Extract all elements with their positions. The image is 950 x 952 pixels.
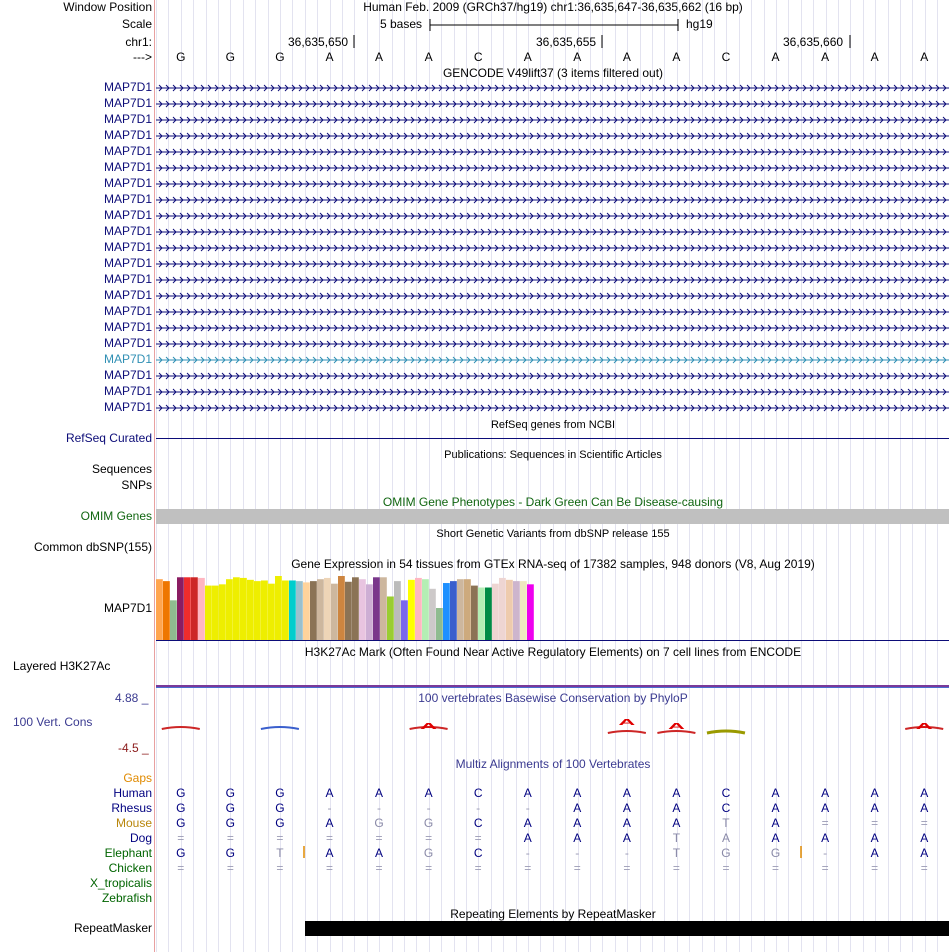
multiz-base: C — [721, 801, 731, 815]
multiz-base: = — [920, 816, 928, 830]
gtex-tissue-bar[interactable] — [380, 577, 387, 640]
gencode-transcript-label[interactable]: MAP7D1 — [103, 240, 152, 254]
multiz-base: A — [375, 846, 384, 860]
multiz-base: A — [821, 786, 830, 800]
multiz-base: A — [870, 846, 879, 860]
phylop-track-label[interactable]: 100 Vert. Cons — [13, 715, 93, 729]
base-letter: A — [672, 50, 681, 64]
gtex-tissue-bar[interactable] — [317, 579, 324, 640]
multiz-base: G — [225, 816, 236, 830]
gtex-tissue-bar[interactable] — [331, 584, 338, 640]
multiz-base: A — [622, 831, 631, 845]
multiz-base: = — [672, 861, 680, 875]
multiz-base: A — [573, 831, 582, 845]
multiz-base: - — [327, 801, 332, 815]
gtex-tissue-bar[interactable] — [240, 578, 247, 640]
base-letter: G — [176, 50, 186, 64]
gencode-transcript[interactable] — [156, 304, 949, 320]
multiz-base: = — [425, 861, 433, 875]
gtex-tissue-bar[interactable] — [527, 584, 534, 640]
gencode-transcript[interactable] — [156, 112, 949, 128]
phylop-base-glyph: A — [915, 721, 933, 731]
gencode-transcript-label[interactable]: MAP7D1 — [103, 80, 152, 94]
gtex-tissue-bar[interactable] — [254, 581, 261, 640]
omim-track-title[interactable]: OMIM Gene Phenotypes - Dark Green Can Be Disease-causing — [382, 495, 724, 509]
multiz-base: A — [622, 816, 631, 830]
gtex-tissue-bar[interactable] — [359, 579, 366, 640]
multiz-base: = — [276, 831, 284, 845]
gencode-transcript[interactable] — [156, 224, 949, 240]
scale-label: Scale — [121, 17, 152, 31]
phylop-score-glyph — [162, 727, 200, 729]
ruler-tick-label: 36,635,660 — [783, 35, 844, 49]
multiz-species-label[interactable]: Mouse — [115, 816, 152, 830]
multiz-base: G — [275, 786, 285, 800]
base-letter: C — [721, 50, 731, 64]
gencode-transcript[interactable] — [156, 384, 949, 400]
dbsnp-track-title[interactable]: Short Genetic Variants from dbSNP release 155 — [436, 528, 670, 540]
gtex-tissue-bar[interactable] — [310, 581, 317, 640]
multiz-base: T — [672, 846, 681, 860]
h3k27ac-signal-layer — [156, 687, 949, 688]
scale-bar — [428, 17, 680, 33]
multiz-base: A — [920, 831, 929, 845]
gencode-transcript-label[interactable]: MAP7D1 — [103, 112, 152, 126]
multiz-base: A — [771, 801, 780, 815]
multiz-base: - — [525, 801, 530, 815]
multiz-base: G — [275, 816, 285, 830]
phylop-base-glyph: A — [420, 721, 438, 731]
multiz-base: = — [524, 861, 532, 875]
repeatmasker-track-label[interactable]: RepeatMasker — [73, 921, 152, 935]
gencode-transcript[interactable] — [156, 240, 949, 256]
chrom-label: chr1: — [125, 35, 152, 49]
gtex-tissue-bar[interactable] — [233, 577, 240, 640]
gencode-transcript-label[interactable]: MAP7D1 — [103, 352, 152, 366]
snps-track-label[interactable]: SNPs — [121, 478, 152, 492]
gencode-transcript[interactable] — [156, 272, 949, 288]
gtex-tissue-bar[interactable] — [289, 580, 296, 640]
multiz-base: C — [473, 786, 483, 800]
multiz-base: A — [325, 816, 334, 830]
gtex-tissue-bar[interactable] — [401, 600, 408, 640]
multiz-base: G — [275, 801, 285, 815]
base-letter: A — [771, 50, 780, 64]
multiz-base: - — [426, 801, 431, 815]
strand-label: ---> — [133, 50, 152, 64]
multiz-base: A — [622, 786, 631, 800]
gencode-transcript-label[interactable]: MAP7D1 — [103, 272, 152, 286]
phylop-score-glyph — [657, 731, 695, 733]
gtex-tissue-bar[interactable] — [170, 600, 177, 640]
gencode-transcript[interactable] — [156, 160, 949, 176]
gtex-tissue-bar[interactable] — [513, 581, 520, 640]
multiz-base: G — [176, 846, 186, 860]
multiz-base: = — [474, 831, 482, 845]
multiz-base: A — [523, 786, 532, 800]
multiz-base: A — [325, 786, 334, 800]
gtex-tissue-bar[interactable] — [324, 578, 331, 640]
multiz-base: - — [624, 846, 629, 860]
multiz-base: A — [870, 801, 879, 815]
omim-track-label[interactable]: OMIM Genes — [80, 509, 152, 523]
publications-track-label[interactable]: Sequences — [91, 462, 152, 476]
gtex-expression-bars[interactable] — [156, 574, 950, 642]
multiz-base: = — [325, 831, 333, 845]
gencode-transcript-label[interactable]: MAP7D1 — [103, 256, 152, 270]
multiz-base: G — [423, 816, 434, 830]
gtex-tissue-bar[interactable] — [387, 596, 394, 640]
gtex-tissue-bar[interactable] — [268, 584, 275, 640]
multiz-base: G — [423, 846, 434, 860]
multiz-base: A — [622, 801, 631, 815]
gencode-transcript-label[interactable]: MAP7D1 — [103, 304, 152, 318]
multiz-base: A — [920, 786, 929, 800]
gencode-transcript-label[interactable]: MAP7D1 — [103, 176, 152, 190]
gtex-tissue-bar[interactable] — [163, 581, 170, 640]
multiz-base: T — [276, 846, 284, 860]
gtex-tissue-bar[interactable] — [205, 586, 212, 640]
gencode-track-title[interactable]: GENCODE V49lift37 (3 items filtered out) — [442, 66, 664, 80]
multiz-base: A — [721, 831, 730, 845]
gtex-tissue-bar[interactable] — [247, 580, 254, 640]
multiz-species-label[interactable]: Dog — [129, 831, 152, 845]
multiz-insertion-markers — [156, 845, 950, 859]
multiz-base: = — [177, 831, 185, 845]
multiz-base: G — [225, 846, 236, 860]
gtex-tissue-bar[interactable] — [338, 576, 345, 640]
gencode-transcript-label[interactable]: MAP7D1 — [103, 368, 152, 382]
gtex-tissue-bar[interactable] — [177, 577, 184, 640]
gtex-tissue-bar[interactable] — [422, 579, 429, 640]
multiz-base: = — [226, 831, 234, 845]
repeatmasker-track-title[interactable]: Repeating Elements by RepeatMasker — [450, 907, 656, 921]
gtex-tissue-bar[interactable] — [184, 577, 191, 640]
multiz-base: A — [573, 801, 582, 815]
base-letter: A — [821, 50, 830, 64]
gtex-tissue-bar[interactable] — [492, 584, 499, 640]
omim-gene-bar[interactable] — [156, 509, 949, 524]
phylop-base-glyph: A — [667, 721, 685, 731]
gencode-transcript-label[interactable]: MAP7D1 — [103, 336, 152, 350]
gencode-transcript[interactable] — [156, 144, 949, 160]
multiz-base: A — [821, 801, 830, 815]
refseq-track-title[interactable]: RefSeq genes from NCBI — [490, 419, 616, 431]
gtex-tissue-bar[interactable] — [352, 577, 359, 640]
multiz-base: = — [325, 861, 333, 875]
gencode-transcript[interactable] — [156, 336, 949, 352]
gtex-tissue-bar[interactable] — [520, 581, 527, 640]
multiz-base: C — [721, 786, 731, 800]
gtex-tissue-bar[interactable] — [429, 589, 436, 640]
multiz-base: = — [276, 861, 284, 875]
multiz-base: = — [821, 861, 829, 875]
multiz-species-label[interactable]: Zebrafish — [101, 891, 152, 905]
gtex-tissue-bar[interactable] — [506, 580, 513, 640]
multiz-base: A — [771, 816, 780, 830]
multiz-base: G — [225, 786, 236, 800]
gtex-tissue-bar[interactable] — [464, 579, 471, 640]
phylop-score-glyph — [261, 727, 299, 729]
base-letter: C — [473, 50, 483, 64]
base-letter: A — [523, 50, 532, 64]
gtex-tissue-bar[interactable] — [296, 581, 303, 640]
multiz-species-label[interactable]: X_tropicalis — [89, 876, 152, 890]
gtex-track-label[interactable]: MAP7D1 — [103, 601, 152, 615]
gencode-transcript-label[interactable]: MAP7D1 — [103, 208, 152, 222]
base-letter: A — [375, 50, 384, 64]
multiz-base: - — [525, 846, 530, 860]
gencode-transcript-label[interactable]: MAP7D1 — [103, 320, 152, 334]
multiz-base: = — [772, 861, 780, 875]
multiz-base: A — [771, 786, 780, 800]
multiz-base: A — [672, 816, 681, 830]
base-letter: A — [424, 50, 433, 64]
phylop-track-title[interactable]: 100 vertebrates Basewise Conservation by PhyloP — [418, 691, 688, 705]
dbsnp-track-label[interactable]: Common dbSNP(155) — [33, 540, 152, 554]
multiz-base: C — [473, 846, 483, 860]
multiz-base: A — [920, 801, 929, 815]
gtex-tissue-bar[interactable] — [450, 581, 457, 640]
multiz-base: - — [377, 801, 382, 815]
gtex-tissue-bar[interactable] — [415, 578, 422, 640]
multiz-base: = — [375, 861, 383, 875]
multiz-base: = — [573, 861, 581, 875]
multiz-base: A — [523, 816, 532, 830]
gencode-transcript[interactable] — [156, 256, 949, 272]
multiz-base: A — [821, 831, 830, 845]
multiz-base: G — [721, 846, 731, 860]
gtex-tissue-bar[interactable] — [191, 577, 198, 640]
gencode-transcript[interactable] — [156, 320, 949, 336]
multiz-base: = — [425, 831, 433, 845]
multiz-base: A — [523, 831, 532, 845]
phylop-conservation-logo[interactable] — [156, 718, 950, 746]
gencode-transcript-label[interactable]: MAP7D1 — [103, 400, 152, 414]
multiz-base: = — [722, 861, 730, 875]
ruler-ticks — [156, 34, 950, 50]
multiz-species-label[interactable]: Rhesus — [111, 801, 152, 815]
multiz-base: A — [375, 786, 384, 800]
gtex-tissue-bar[interactable] — [282, 580, 289, 640]
multiz-base: A — [771, 831, 780, 845]
gencode-transcript-label[interactable]: MAP7D1 — [103, 128, 152, 142]
base-letter: A — [573, 50, 582, 64]
refseq-track-line[interactable] — [156, 438, 949, 439]
multiz-base: A — [672, 786, 681, 800]
phylop-min-label: -4.5 _ — [118, 741, 149, 755]
multiz-base: G — [176, 801, 186, 815]
gtex-tissue-bar[interactable] — [345, 582, 352, 640]
gencode-transcript[interactable] — [156, 128, 949, 144]
gtex-tissue-bar[interactable] — [198, 578, 205, 640]
multiz-base: = — [920, 861, 928, 875]
multiz-base: = — [821, 816, 829, 830]
base-letter: A — [325, 50, 334, 64]
multiz-base: = — [375, 831, 383, 845]
gtex-tissue-bar[interactable] — [303, 582, 310, 640]
phylop-max-label: 4.88 _ — [115, 691, 149, 705]
gencode-transcript-label[interactable]: MAP7D1 — [103, 288, 152, 302]
gencode-transcript[interactable] — [156, 192, 949, 208]
gencode-transcript[interactable] — [156, 288, 949, 304]
multiz-base: = — [623, 861, 631, 875]
gencode-transcript[interactable] — [156, 208, 949, 224]
gencode-transcript-label[interactable]: MAP7D1 — [103, 160, 152, 174]
base-letter: G — [275, 50, 285, 64]
gencode-transcript[interactable] — [156, 80, 949, 96]
gtex-tissue-bar[interactable] — [226, 579, 233, 640]
gtex-baseline — [156, 640, 949, 641]
gtex-tissue-bar[interactable] — [366, 584, 373, 640]
multiz-species-label[interactable]: Human — [113, 786, 152, 800]
multiz-base: G — [374, 816, 384, 830]
multiz-base: = — [871, 816, 879, 830]
multiz-base: T — [672, 831, 681, 845]
gtex-tissue-bar[interactable] — [485, 588, 492, 640]
phylop-base-glyph: A — [618, 718, 636, 727]
multiz-gaps-label[interactable]: Gaps — [123, 771, 152, 785]
window-position-label: Window Position — [63, 0, 152, 14]
gtex-tissue-bar[interactable] — [156, 579, 163, 640]
gtex-tissue-bar[interactable] — [436, 608, 443, 640]
gtex-tissue-bar[interactable] — [457, 579, 464, 640]
scale-assembly: hg19 — [686, 17, 713, 31]
phylop-score-glyph — [608, 731, 646, 733]
gencode-transcript-label[interactable]: MAP7D1 — [103, 144, 152, 158]
gtex-tissue-bar[interactable] — [443, 583, 450, 640]
gencode-transcript[interactable] — [156, 176, 949, 192]
multiz-base: - — [575, 846, 580, 860]
gencode-transcript[interactable] — [156, 368, 949, 384]
multiz-species-label[interactable]: Elephant — [104, 846, 152, 860]
multiz-base: A — [920, 846, 929, 860]
gtex-tissue-bar[interactable] — [373, 577, 380, 640]
gencode-transcript-label[interactable]: MAP7D1 — [103, 384, 152, 398]
gencode-transcript-label[interactable]: MAP7D1 — [103, 96, 152, 110]
multiz-base: A — [870, 786, 879, 800]
multiz-base: A — [424, 786, 433, 800]
base-letter: A — [870, 50, 879, 64]
multiz-base: G — [770, 846, 781, 860]
multiz-base: = — [226, 861, 234, 875]
base-letter: A — [920, 50, 929, 64]
gencode-transcript[interactable] — [156, 352, 949, 368]
gtex-tissue-bar[interactable] — [499, 578, 506, 640]
multiz-base: G — [176, 816, 186, 830]
gtex-tissue-bar[interactable] — [471, 586, 478, 640]
label-divider — [154, 0, 155, 952]
gencode-transcript-label[interactable]: MAP7D1 — [103, 224, 152, 238]
gtex-tissue-bar[interactable] — [212, 586, 219, 640]
publications-track-title[interactable]: Publications: Sequences in Scientific Articles — [444, 449, 662, 461]
multiz-base: A — [672, 801, 681, 815]
scale-text: 5 bases — [380, 17, 423, 31]
multiz-base: T — [722, 816, 730, 830]
multiz-species-label[interactable]: Chicken — [108, 861, 152, 875]
multiz-base: = — [871, 861, 879, 875]
gtex-tissue-bar[interactable] — [261, 580, 268, 640]
gtex-tissue-bar[interactable] — [478, 588, 485, 640]
multiz-base: C — [473, 816, 483, 830]
multiz-track-title[interactable]: Multiz Alignments of 100 Vertebrates — [455, 757, 651, 771]
gtex-track-title[interactable]: Gene Expression in 54 tissues from GTEx RNA-seq of 17382 samples, 948 donors (V8, Aug 2019) — [291, 557, 815, 571]
repeatmasker-element[interactable] — [305, 921, 949, 936]
multiz-base: A — [325, 846, 334, 860]
gtex-tissue-bar[interactable] — [408, 580, 415, 640]
multiz-base: G — [176, 786, 186, 800]
multiz-base: - — [476, 801, 481, 815]
multiz-base: A — [573, 786, 582, 800]
h3k27ac-track-title[interactable]: H3K27Ac Mark (Often Found Near Active Regulatory Elements) on 7 cell lines from ENCODE — [304, 645, 802, 659]
base-letter: A — [622, 50, 631, 64]
refseq-track-label[interactable]: RefSeq Curated — [65, 431, 152, 445]
multiz-base: G — [225, 801, 236, 815]
base-letter: G — [225, 50, 236, 64]
gencode-transcript-label[interactable]: MAP7D1 — [103, 192, 152, 206]
gencode-transcript[interactable] — [156, 400, 949, 416]
gtex-tissue-bar[interactable] — [394, 581, 401, 640]
ruler-tick-label: 36,635,650 — [288, 35, 349, 49]
multiz-base: - — [823, 846, 828, 860]
gtex-tissue-bar[interactable] — [275, 576, 282, 640]
h3k27ac-track-label[interactable]: Layered H3K27Ac — [13, 659, 111, 673]
ruler-tick-label: 36,635,655 — [536, 35, 597, 49]
phylop-score-glyph — [707, 731, 745, 733]
multiz-base: = — [474, 861, 482, 875]
gtex-tissue-bar[interactable] — [219, 584, 226, 640]
multiz-base: A — [573, 816, 582, 830]
multiz-base: = — [177, 861, 185, 875]
window-position-text: Human Feb. 2009 (GRCh37/hg19) chr1:36,635,647-36,635,662 (16 bp) — [363, 0, 743, 14]
multiz-base: A — [870, 831, 879, 845]
gencode-transcript[interactable] — [156, 96, 949, 112]
